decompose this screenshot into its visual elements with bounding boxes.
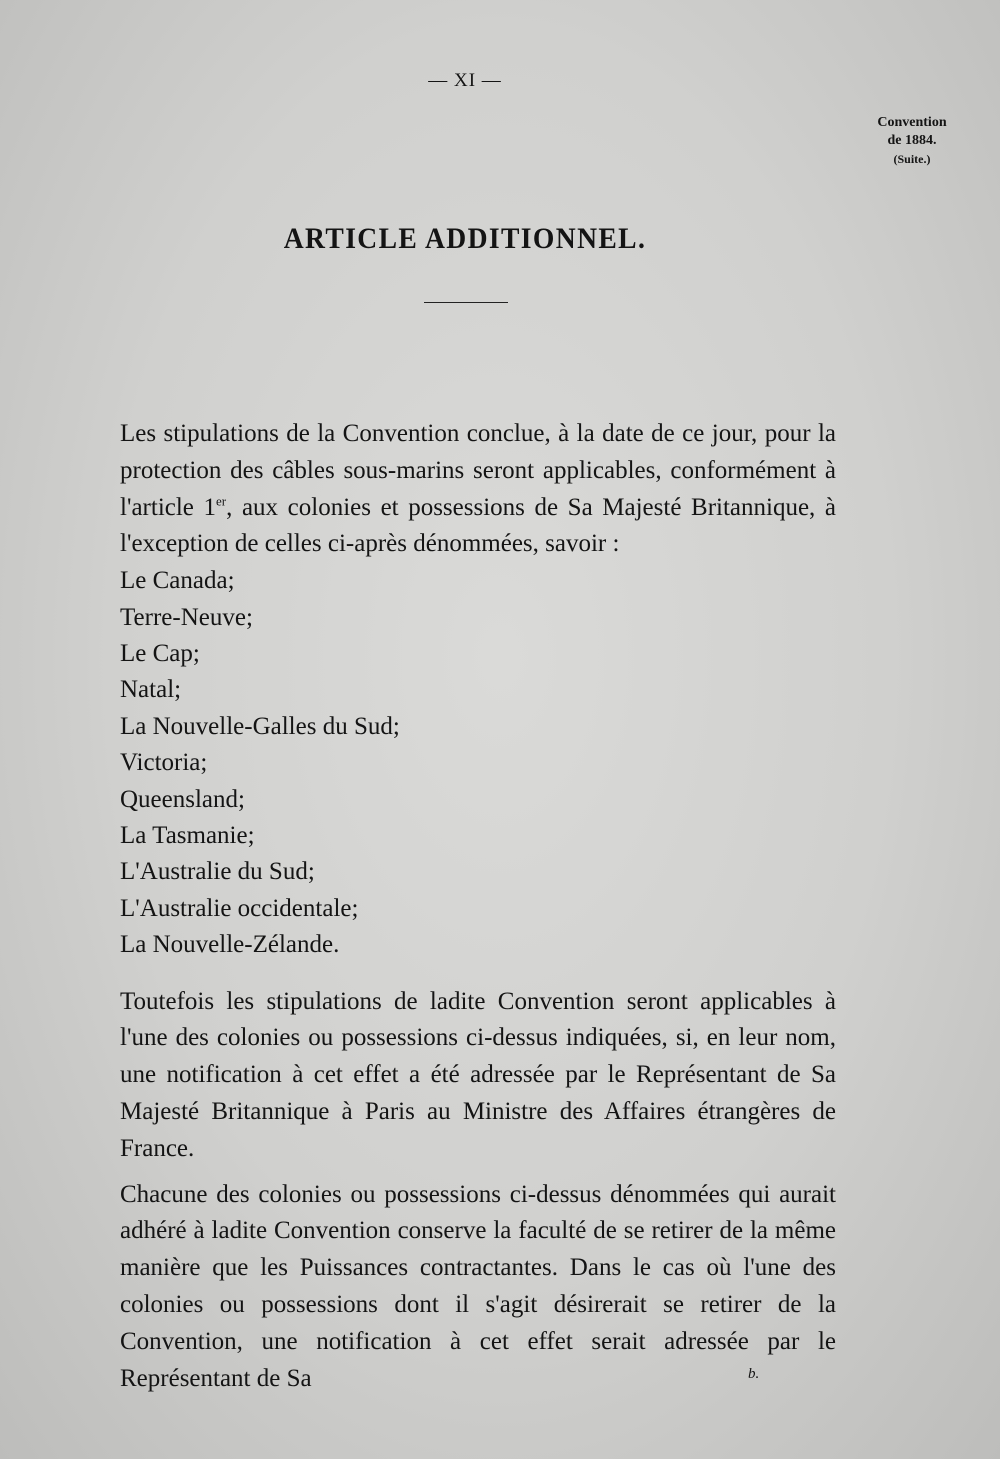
margin-note xyxy=(862,114,962,168)
document-body xyxy=(120,416,836,1397)
list-item: Natal; xyxy=(120,676,182,704)
list-item: Le Cap; xyxy=(120,640,200,667)
list-item: Terre-Neuve; xyxy=(120,603,253,631)
paragraph-1-text-b: , aux colonies et possessions de Sa Majesté Britannique, à l'exception de celles ci-après dénommées, savoir : xyxy=(120,493,836,558)
paragraph-2: Toutefois les stipulations de ladite Convention seront applicables à l'une des colonies ou possessions ci-dessus indiquées, si, en leur nom, une notification à cet effet a été adressée par le Représentant de Sa Majesté Britannique à Paris au Ministre des Affaires étrangères de France. xyxy=(120,987,836,1162)
page-number-header: — XI — xyxy=(428,70,502,91)
paragraph-1 xyxy=(120,416,836,563)
list-item: La Tasmanie; xyxy=(120,822,255,850)
list-item: La Nouvelle-Galles du Sud; xyxy=(120,712,400,740)
title-divider xyxy=(424,302,508,303)
margin-note-line3: (Suite.) xyxy=(893,152,931,166)
paragraph-1-superscript: er xyxy=(216,493,227,509)
article-title: ARTICLE ADDITIONNEL. xyxy=(283,222,647,255)
list-item: L'Australie occidentale; xyxy=(120,894,359,922)
margin-note-line1: Convention xyxy=(877,115,947,130)
margin-note-line2: de 1884. xyxy=(887,133,937,148)
spacer xyxy=(120,1168,836,1177)
signature-mark: b. xyxy=(748,1366,760,1382)
list-item: La Nouvelle-Zélande. xyxy=(120,931,340,959)
paragraph-3: Chacune des colonies ou possessions ci-dessus dénommées qui aurait adhéré à ladite Convention conserve la faculté de se retirer de la même manière que les Puissances contractantes. Dans le cas où l'une des colonies ou possessions dont il s'agit désirerait se retirer de la Convention, une notification à cet effet serait adressée par le Représentant de Sa xyxy=(120,1180,836,1392)
list-item: Queensland; xyxy=(120,785,245,813)
list-item: L'Australie du Sud; xyxy=(120,858,315,886)
list-item: Victoria; xyxy=(120,749,208,777)
spacer xyxy=(120,964,836,984)
colonies-list xyxy=(120,563,836,963)
list-item: Le Canada; xyxy=(120,567,235,595)
paragraph-1-text-a: Les stipulations de la Convention conclue, à la date de ce jour, pour la protection des câbles sous-marins seront applicables, conformément à l'article 1 xyxy=(120,420,836,521)
